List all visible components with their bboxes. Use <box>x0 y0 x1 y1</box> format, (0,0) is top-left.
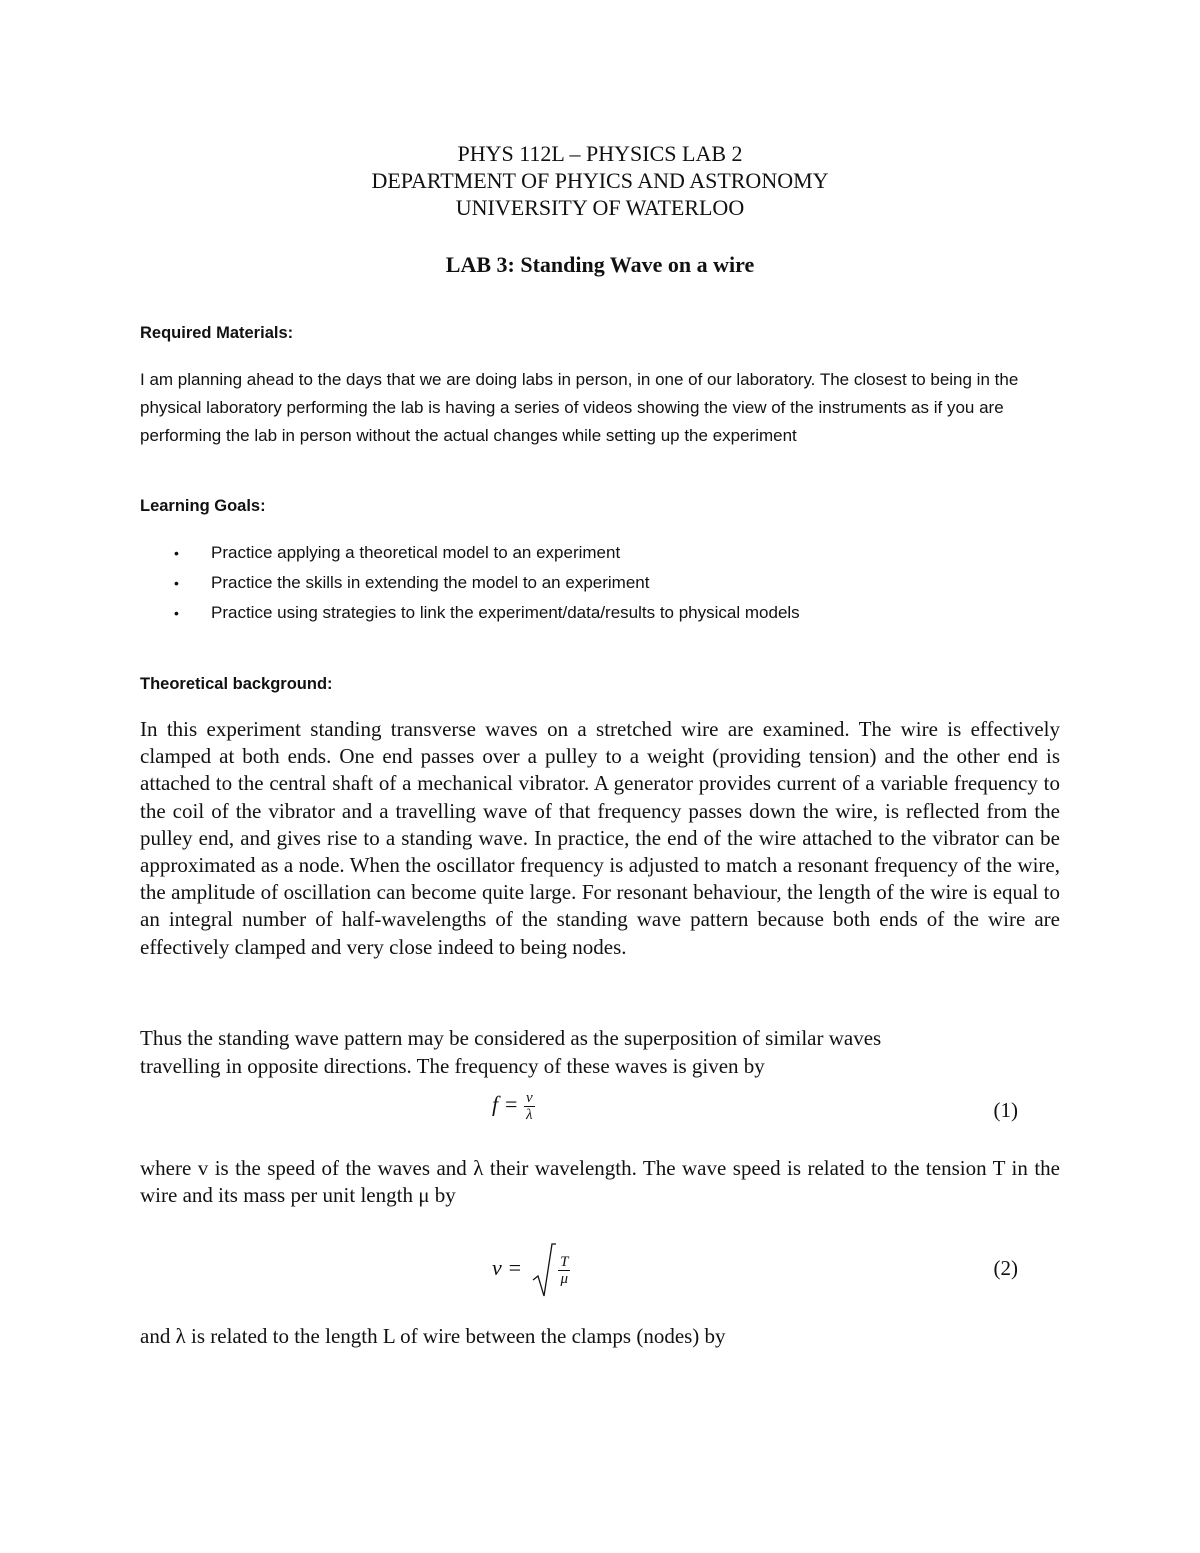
theory-paragraph-2 <box>140 1024 1060 1080</box>
university-name: UNIVERSITY OF WATERLOO <box>455 195 745 220</box>
equation-1-lhs: f = <box>492 1091 519 1117</box>
lab-title: LAB 3: Standing Wave on a wire <box>445 252 755 277</box>
paragraph-line: Thus the standing wave pattern may be considered as the superposition of similar waves <box>140 1026 882 1050</box>
bullet-icon: • <box>174 575 179 591</box>
bullet-icon: • <box>174 545 179 561</box>
equation-2-denominator: μ <box>560 1270 569 1287</box>
equation-1-fraction <box>524 1090 535 1123</box>
course-title: PHYS 112L – PHYSICS LAB 2 <box>457 141 743 166</box>
paragraph-line: travelling in opposite directions. The frequency of these waves is given by <box>140 1054 765 1078</box>
equation-2-lhs: v = <box>492 1255 523 1281</box>
theory-heading: Theoretical background: <box>140 675 333 693</box>
equation-1-number: (1) <box>993 1098 1018 1122</box>
equation-2 <box>140 1238 1060 1300</box>
equation-2-number: (2) <box>993 1256 1018 1280</box>
list-item <box>140 538 1060 568</box>
department-name: DEPARTMENT OF PHYICS AND ASTRONOMY <box>371 168 829 193</box>
theory-paragraph-3: where v is the speed of the waves and λ their wavelength. The wave speed is related to the tension T in the wire and its mass per unit length μ by <box>140 1156 1060 1208</box>
goal-text: Practice using strategies to link the experiment/data/results to physical models <box>211 603 800 622</box>
equation-2-numerator: T <box>560 1253 569 1270</box>
equation-1-body <box>492 1090 535 1123</box>
goal-text: Practice the skills in extending the model to an experiment <box>211 573 650 592</box>
required-materials-heading: Required Materials: <box>140 324 294 342</box>
equation-2-fraction <box>558 1254 570 1287</box>
theory-paragraph-4: and λ is related to the length L of wire between the clamps (nodes) by <box>140 1324 726 1348</box>
theory-paragraph-1: In this experiment standing transverse waves on a stretched wire are examined. The wire is effectively clamped at both ends. One end passes over a pulley to a weight (providing tension) and the other end is attached to the central shaft of a mechanical vibrator. A generator provides current of a variable frequency to the coil of the vibrator and a travelling wave of that frequency passes down the wire, is reflected from the pulley end, and gives rise to a standing wave. In practice, the end of the wire attached to the vibrator can be approximated as a node. When the oscillator frequency is adjusted to match a resonant frequency of the wire, the amplitude of oscillation can become quite large. For resonant behaviour, the length of the wire is equal to an integral number of half-wavelengths of the standing wave pattern because both ends of the wire are effectively clamped and very close indeed to being nodes. <box>140 717 1060 959</box>
equation-1-denominator: λ <box>526 1107 533 1123</box>
learning-goals-heading: Learning Goals: <box>140 497 266 515</box>
bullet-icon: • <box>174 605 179 621</box>
list-item <box>140 598 1060 628</box>
equation-1-numerator: v <box>525 1090 533 1106</box>
document-header <box>0 140 1200 221</box>
list-item <box>140 568 1060 598</box>
goal-text: Practice applying a theoretical model to an experiment <box>211 543 621 562</box>
equation-2-body <box>492 1242 570 1298</box>
equation-1 <box>140 1088 1060 1148</box>
learning-goals-list <box>140 538 1060 628</box>
required-materials-text: I am planning ahead to the days that we are doing labs in person, in one of our laboratory. The closest to being in the physical laboratory performing the lab is having a series of videos showing the view of the instruments as if you are performing the lab in person without the actual changes while setting up the experiment <box>140 370 1019 445</box>
square-root-icon <box>532 1242 556 1298</box>
